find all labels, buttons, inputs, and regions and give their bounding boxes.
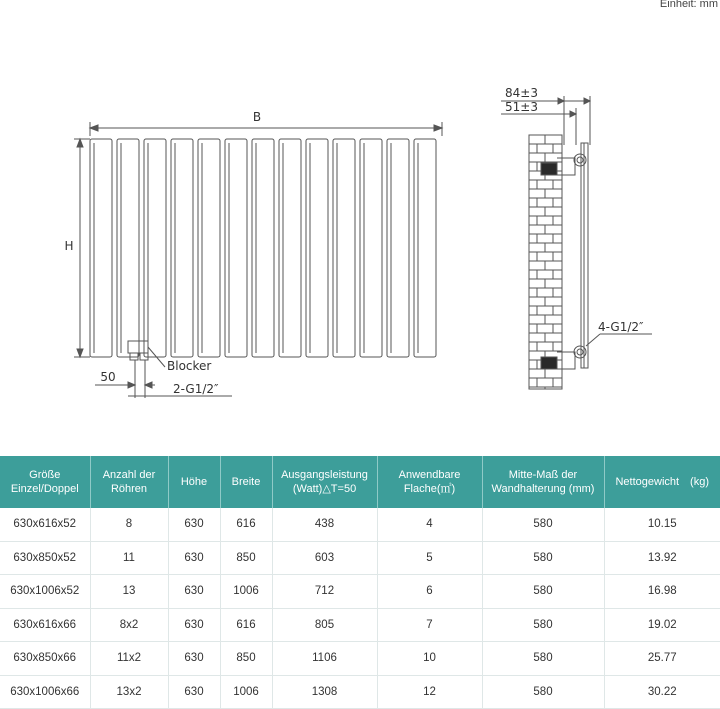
table-cell: 11x2 <box>90 642 168 676</box>
table-cell: 1308 <box>272 675 377 709</box>
top-bracket <box>541 154 586 175</box>
radiator-tube <box>252 139 274 357</box>
radiator-tube <box>387 139 409 357</box>
radiator-tube <box>198 139 220 357</box>
radiator-tubes <box>90 139 436 357</box>
table-cell: 630 <box>168 675 220 709</box>
table-row <box>0 575 720 609</box>
table-header-cell: Höhe <box>168 456 220 508</box>
table-cell: 805 <box>272 608 377 642</box>
height-label: H <box>64 239 74 253</box>
table-header-cell: Größe Einzel/Doppel <box>0 456 90 508</box>
table-cell: 630x1006x66 <box>0 675 90 709</box>
table-cell: 580 <box>482 575 604 609</box>
table-header-cell: Mitte-Maß der Wandhalterung (mm) <box>482 456 604 508</box>
unit-label: Einheit: mm <box>659 0 718 10</box>
table-cell: 630 <box>168 541 220 575</box>
side-view <box>501 96 652 389</box>
table-cell: 630 <box>168 608 220 642</box>
table-body <box>0 508 720 709</box>
radiator-tube <box>360 139 382 357</box>
table-cell: 630x850x52 <box>0 541 90 575</box>
table-header-row <box>0 456 720 508</box>
table-cell: 7 <box>377 608 482 642</box>
table-cell: 580 <box>482 675 604 709</box>
table-header-cell: Breite <box>220 456 272 508</box>
radiator-tube <box>117 139 139 357</box>
valve-blocker <box>128 341 165 367</box>
table-cell: 616 <box>220 608 272 642</box>
table-cell: 25.77 <box>604 642 720 676</box>
bracket-label: 4-G1/2″ <box>598 320 644 334</box>
table-cell: 850 <box>220 541 272 575</box>
inlet-label: 2-G1/2″ <box>173 382 219 396</box>
table-cell: 1006 <box>220 675 272 709</box>
table-cell: 8x2 <box>90 608 168 642</box>
table-cell: 712 <box>272 575 377 609</box>
table-cell: 13 <box>90 575 168 609</box>
table-row <box>0 508 720 541</box>
table-header-cell: Anwendbare Flache(㎡) <box>377 456 482 508</box>
radiator-tube <box>333 139 355 357</box>
table-cell: 13.92 <box>604 541 720 575</box>
table-cell: 580 <box>482 508 604 541</box>
table-cell: 580 <box>482 642 604 676</box>
depth-inner-label: 51±3 <box>505 100 538 114</box>
spec-table <box>0 456 720 709</box>
blocker-label: Blocker <box>167 359 212 373</box>
table-cell: 30.22 <box>604 675 720 709</box>
table-cell: 6 <box>377 575 482 609</box>
table-row <box>0 642 720 676</box>
table-cell: 630 <box>168 508 220 541</box>
table-cell: 603 <box>272 541 377 575</box>
radiator-tube <box>171 139 193 357</box>
table-cell: 5 <box>377 541 482 575</box>
table-cell: 12 <box>377 675 482 709</box>
table-cell: 8 <box>90 508 168 541</box>
table-cell: 630 <box>168 642 220 676</box>
depth-outer-label: 84±3 <box>505 86 538 100</box>
table-cell: 10.15 <box>604 508 720 541</box>
table-cell: 580 <box>482 541 604 575</box>
table-cell: 630x616x66 <box>0 608 90 642</box>
table-header-cell: Anzahl der Röhren <box>90 456 168 508</box>
table-cell: 630x850x66 <box>0 642 90 676</box>
table-row <box>0 541 720 575</box>
width-label: B <box>252 110 262 124</box>
table-cell: 11 <box>90 541 168 575</box>
table-cell: 10 <box>377 642 482 676</box>
radiator-tube <box>306 139 328 357</box>
table-cell: 630x1006x52 <box>0 575 90 609</box>
radiator-tube <box>144 139 166 357</box>
table-cell: 4 <box>377 508 482 541</box>
radiator-tube <box>414 139 436 357</box>
table-cell: 616 <box>220 508 272 541</box>
radiator-tube <box>279 139 301 357</box>
radiator-tube <box>225 139 247 357</box>
table-cell: 19.02 <box>604 608 720 642</box>
table-header-cell: Ausgangsleistung (Watt)△T=50 <box>272 456 377 508</box>
table-cell: 438 <box>272 508 377 541</box>
table-cell: 580 <box>482 608 604 642</box>
table-cell: 630x616x52 <box>0 508 90 541</box>
front-view <box>74 122 442 398</box>
table-row <box>0 608 720 642</box>
table-cell: 13x2 <box>90 675 168 709</box>
table-cell: 16.98 <box>604 575 720 609</box>
radiator-tube <box>90 139 112 357</box>
table-cell: 630 <box>168 575 220 609</box>
table-row <box>0 675 720 709</box>
bottom-bracket <box>541 346 586 369</box>
table-cell: 1106 <box>272 642 377 676</box>
offset-label: 50 <box>100 370 116 384</box>
table-header-cell: Nettogewicht (kg) <box>604 456 720 508</box>
table-cell: 1006 <box>220 575 272 609</box>
table-cell: 850 <box>220 642 272 676</box>
